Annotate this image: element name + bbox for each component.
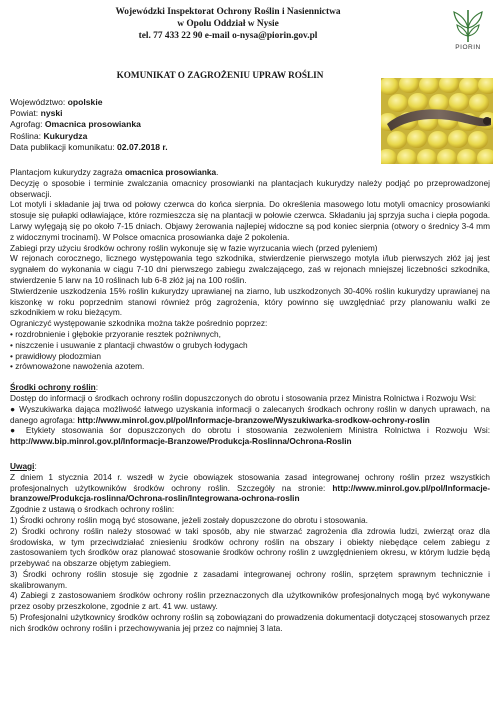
logo-text: PIORIN — [455, 44, 481, 51]
corn-kernels-image — [381, 78, 493, 164]
paragraph-labels: ● Etykiety stosowania śor dopuszczonych do obrotu i stosowania zezwoleniem Ministra Rolnictwa i Rozwoju Wsi: http://www.bip.minrol.gov.pl/Informacje-Branzowe/Produkcja-Roslinna/Ochrona-Roslin — [10, 425, 490, 447]
list-item: • prawidłowy płodozmian — [10, 350, 101, 361]
paragraph-search-tool: ● Wyszukiwarka dająca możliwość łatwego uzyskania informacji o zalecanych środkach ochrony roślin w danych uprawach, na danego agrofaga: http://www.minrol.gov.pl/pol/Informacje-branzowe/Wyszukiwarka-srodkow-ochrony-roslin — [10, 403, 490, 425]
labels-link[interactable]: http://www.bip.minrol.gov.pl/Informacje-Branzowe/Produkcja-Roslinna/Ochrona-Roslin — [10, 436, 352, 447]
list-item: • rozdrobnienie i głębokie przyoranie resztek pożniwnych, — [10, 328, 221, 339]
list-item: • zrównoważone nawożenia azotem. — [10, 361, 145, 372]
paragraph-threshold: W rejonach corocznego, licznego występowania tego szkodnika, stwierdzenie pierwszego motyla i/lub pierwszych złóż jaj jest sygnałem do wykonania w ciągu 7-10 dni pierwszego zabiegu zwalczającego, zaś w rejonach mniejszej liczebności szkodnika, stwierdzenie 5 larw na 10 roślinach lub 6-8 złóż jaj na 100 roślin. — [10, 253, 490, 285]
paragraph-damage: Stwierdzenie uszkodzenia 15% roślin kukurydzy uprawianej na ziarno, lub uszkodzonych 30-40% roślin kukurydzy uprawianej na kiszonkę w roku poprzednim stanowi również próg zagrożenia, który powinno się uwzględniać przy planowaniu walki ze szkodnikiem w roku bieżącym. — [10, 285, 490, 318]
meta-date: Data publikacji komunikatu: 02.07.2018 r. — [10, 141, 168, 152]
paragraph-integrated: Z dniem 1 stycznia 2014 r. wszedł w życie obowiązek stosowania zasad integrowanej ochrony roślin przez wszystkich profesjonalnych użytkowników środków ochrony roślin. Szczegóły na stronie: http://www.minrol.gov.pl/pol/Informacje-branzowe/Produkcja-roslinna/Ochrona-roslin/Integrowana-ochrona-roslin — [10, 471, 490, 504]
page-title: KOMUNIKAT O ZAGROŻENIU UPRAW ROŚLIN — [116, 70, 324, 80]
meta-block — [10, 97, 370, 153]
paragraph-access: Dostęp do informacji o środkach ochrony roślin dopuszczonych do obrotu i stosowania przez Ministra Rolnictwa i Rozwoju Wsi: — [10, 392, 477, 403]
section-heading-uwagi: Uwagi: — [10, 460, 37, 471]
spacer — [10, 447, 490, 461]
search-tool-link[interactable]: http://www.minrol.gov.pl/pol/Informacje-branzowe/Wyszukiwarka-srodkow-ochrony-roslin — [77, 414, 430, 425]
meta-pest: Agrofag: Omacnica prosowianka — [10, 119, 141, 130]
law-point: 1) Środki ochrony roślin mogą być stosowane, jeżeli zostały dopuszczone do obrotu i stosowania. — [10, 514, 368, 525]
section-heading-srodki: Środki ochrony roślin: — [10, 382, 99, 393]
wheat-leaf-icon — [446, 6, 490, 44]
corn-larva-photo — [381, 78, 493, 164]
law-point: 3) Środki ochrony roślin stosuje się zgodnie z zasadami integrowanej ochrony roślin, sprzętem sprawnym technicznie i skalibrowanym. — [10, 568, 490, 590]
meta-voivodeship: Województwo: opolskie — [10, 97, 103, 107]
meta-county: Powiat: nyski — [10, 108, 63, 119]
paragraph-flight: Lot motyli i składanie jaj trwa od połowy czerwca do końca sierpnia. Do określenia masowego lotu motyli omacnicy prosowianki stosuje się pułapki odławiające, które rozmieszcza się na plantacji w połowie czerwca. Składaniu jaj sprzyja sucha i ciepła pogoda. Larwy wylęgają się po około 7-15 dniach. Objawy żerowania najlepiej widoczne są pod koniec sierpnia (otwory o średnicy 3-4 mm z widocznymi trocinami). W Polsce omacnica prosowianka daje 2 pokolenia. — [10, 199, 490, 242]
contact-line: tel. 77 433 22 90 e-mail o-nysa@piorin.gov.pl — [138, 31, 318, 41]
list-item: • niszczenie i usuwanie z plantacji chwastów o grubych łodygach — [10, 339, 248, 350]
piorin-logo — [446, 6, 490, 54]
law-point: 4) Zabiegi z zastosowaniem środków ochrony roślin przeznaczonych dla użytkowników profesjonalnych mogą być wykonywane przez osoby przeszkolone, zgodnie z art. 41 ww. ustawy. — [10, 590, 490, 612]
law-point: 2) Środki ochrony roślin należy stosować w taki sposób, aby nie stwarzać zagrożenia dla zdrowia ludzi, zwierząt oraz dla środowiska, w tym przeciwdziałać zniesieniu środków ochrony roślin na obszary i obiekty niebędące celem zabiegu z zastosowaniem tych środków oraz planować stosowanie środków ochrony roślin z uwzględnieniem okresu, w którym ludzie będą przebywać na obszarze objętym zabiegiem. — [10, 525, 490, 569]
paragraph-treatment-phase: Zabiegi przy użyciu środków ochrony roślin wykonuje się w fazie wyrzucania wiech (przed pyleniem) — [10, 242, 378, 253]
paragraph-decision: Decyzję o sposobie i terminie zwalczania omacnicy prosowianki na plantacjach kukurydzy należy podjąć po przeprowadzonej obserwacji. — [10, 177, 490, 199]
institution-name: Wojewódzki Inspektorat Ochrony Roślin i Nasiennictwa — [115, 7, 341, 17]
paragraph-law: Zgodnie z ustawą o środkach ochrony roślin: — [10, 504, 175, 515]
law-point: 5) Profesjonalni użytkownicy środków ochrony roślin są zobowiązani do prowadzenia dokumentacji dotyczącej stosowanych przez nich środków ochrony roślin i przechowywania jej przez co najmniej 3 lata. — [10, 612, 490, 633]
integrated-protection-link[interactable]: http://www.minrol.gov.pl/pol/Informacje-branzowe/Produkcja-roslinna/Ochrona-roslin/Integrowana-ochrona-roslin — [10, 482, 490, 504]
meta-plant: Roślina: Kukurydza — [10, 130, 88, 141]
communique-body — [10, 167, 490, 634]
branch-name: w Opolu Oddział w Nysie — [177, 19, 279, 29]
intro-paragraph: Plantacjom kukurydzy zagraża omacnica prosowianka. — [10, 167, 219, 177]
document-header — [0, 0, 500, 60]
spacer — [10, 372, 490, 382]
paragraph-limit: Ograniczyć występowanie szkodnika można także pośrednio poprzez: — [10, 318, 268, 329]
